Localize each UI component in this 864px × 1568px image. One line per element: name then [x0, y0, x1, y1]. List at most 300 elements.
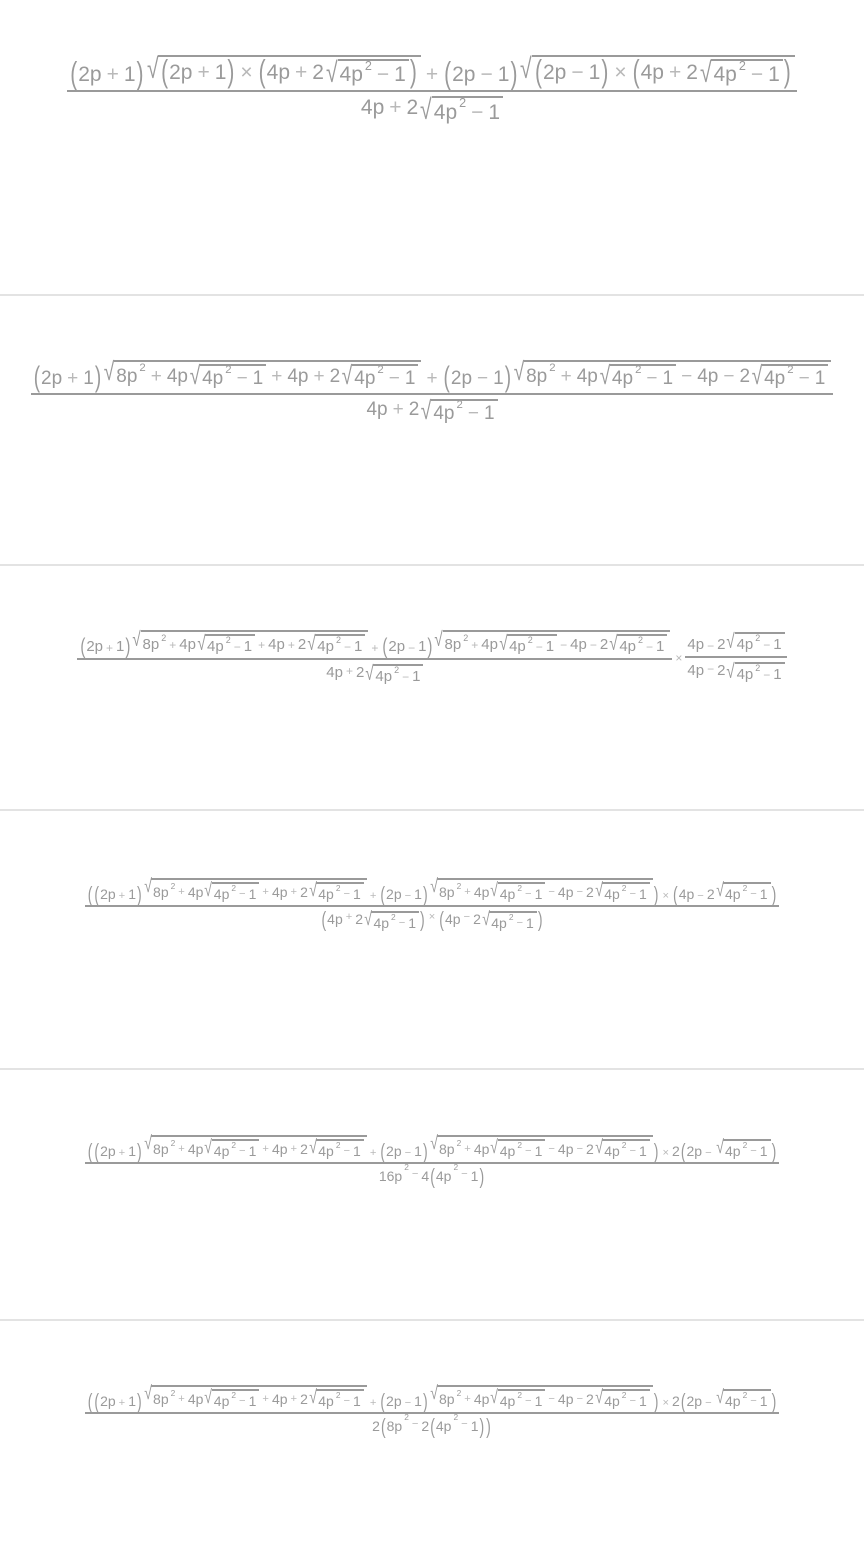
paren-close: ) [94, 362, 102, 394]
term: 4p [213, 1143, 230, 1159]
paren-close: ) [601, 55, 609, 90]
plus-sign: + [369, 1397, 377, 1409]
exponent: 2 [404, 1161, 409, 1172]
term: 1 [534, 1143, 543, 1159]
term: 1 [526, 915, 534, 931]
minus-sign: − [411, 1168, 419, 1180]
exponent: 2 [335, 882, 341, 893]
term: 4p [271, 884, 288, 900]
term: 16p [378, 1168, 403, 1184]
sqrt [324, 59, 409, 87]
term: 4p [444, 911, 461, 927]
term: 8p [439, 1141, 455, 1157]
term: 1 [639, 1393, 647, 1409]
term: 4p [604, 1143, 620, 1159]
term: 4p [473, 1141, 490, 1157]
paren-open: ( [680, 1389, 686, 1413]
step-1 [0, 55, 864, 125]
paren-close: ) [479, 1414, 485, 1438]
sqrt [364, 664, 423, 685]
radical-sign: √ [490, 1137, 499, 1158]
paren-open: ( [380, 1389, 386, 1413]
paren-open: ( [161, 55, 169, 90]
paren-open: ( [380, 882, 386, 906]
radical-sign: √ [726, 631, 736, 653]
plus-sign: + [369, 1147, 377, 1159]
exponent: 2 [170, 880, 176, 891]
paren-close: ) [136, 57, 144, 92]
radical-sign: √ [365, 663, 375, 685]
exponent: 2 [508, 911, 514, 922]
sqrt [308, 882, 364, 902]
term: 4p [435, 1418, 452, 1434]
radical-sign: √ [420, 94, 432, 127]
minus-sign: − [548, 1143, 555, 1155]
sqrt [433, 630, 670, 655]
minus-sign: − [525, 1145, 532, 1157]
plus-sign: + [271, 366, 283, 387]
radical-sign: √ [204, 1387, 213, 1408]
sqrt [143, 1385, 367, 1409]
term: 4p [481, 636, 498, 653]
term: 2p [452, 63, 476, 87]
term: 2 [586, 1141, 594, 1157]
term: 1 [470, 1418, 479, 1434]
exponent: 2 [231, 1139, 237, 1150]
radical-sign: √ [204, 1137, 213, 1158]
term: 4p [697, 366, 719, 387]
term: 4p [619, 638, 637, 655]
term: 8p [153, 1391, 169, 1407]
term: 1 [353, 1143, 361, 1159]
sqrt [725, 662, 784, 683]
sqrt [429, 878, 653, 902]
paren-open: ( [33, 362, 41, 394]
radical-sign: √ [434, 629, 444, 651]
term: 8p [153, 884, 169, 900]
exponent: 2 [517, 1139, 523, 1150]
radical-sign: √ [482, 909, 490, 930]
plus-sign: + [464, 886, 471, 898]
term: 4p [360, 96, 385, 120]
minus-sign: − [411, 1418, 419, 1430]
term: 2 [739, 366, 751, 387]
term: 2 [706, 886, 715, 902]
paren-close: ) [510, 57, 518, 92]
step-3 [0, 630, 864, 685]
term: 4p [678, 886, 695, 902]
plus-sign: + [371, 641, 379, 655]
paren-close: ) [771, 1389, 777, 1413]
minus-sign: − [467, 403, 479, 424]
radical-sign: √ [599, 362, 611, 390]
radical-sign: √ [715, 1387, 724, 1408]
sqrt [145, 53, 421, 90]
sqrt [203, 1389, 259, 1409]
term: 4p [166, 366, 188, 387]
term: 4p [499, 1143, 516, 1159]
term: 4p [724, 1393, 741, 1409]
times-sign: × [662, 890, 670, 902]
term: 2 [329, 366, 341, 387]
sqrt [188, 364, 266, 390]
sqrt [489, 1139, 545, 1159]
plus-sign: + [178, 886, 185, 898]
minus-sign: − [697, 890, 704, 902]
term: 8p [526, 366, 548, 387]
exponent: 2 [391, 911, 396, 922]
paren-open: ( [87, 882, 93, 906]
plus-sign: + [668, 61, 682, 85]
term: 2p [386, 1143, 402, 1159]
minus-sign: − [408, 641, 416, 655]
radical-sign: √ [609, 633, 618, 655]
minus-sign: − [480, 63, 493, 87]
minus-sign: − [629, 1395, 636, 1407]
term: 4p [491, 915, 507, 931]
term: 4p [207, 638, 224, 655]
plus-sign: + [369, 890, 377, 902]
step-3-denominator [324, 660, 425, 685]
paren-open: ( [87, 1389, 93, 1413]
plus-sign: + [425, 63, 439, 87]
step-4-fraction [85, 878, 780, 931]
paren-close: ) [653, 1389, 659, 1413]
sqrt [429, 1385, 653, 1409]
paren-open: ( [94, 882, 100, 906]
radical-sign: √ [309, 880, 317, 901]
step-5-denominator [377, 1161, 487, 1188]
term: 2 [672, 1143, 680, 1159]
step-2-fraction [31, 360, 834, 425]
term: 2p [686, 1143, 703, 1159]
term: 8p [153, 1141, 169, 1157]
step-6-denominator [370, 1411, 494, 1438]
plus-sign: + [295, 61, 308, 85]
plus-sign: + [290, 1143, 298, 1155]
term: 1 [759, 1143, 768, 1159]
term: 4 [421, 1168, 430, 1184]
exponent: 2 [742, 1389, 748, 1400]
radical-sign: √ [490, 1387, 499, 1408]
term: 1 [497, 63, 510, 87]
sqrt [518, 53, 794, 90]
term: 1 [214, 61, 227, 85]
term: 1 [412, 668, 421, 685]
minus-sign: − [646, 639, 654, 654]
paren-open: ( [444, 57, 452, 92]
term: 8p [142, 636, 160, 653]
paren-close: ) [771, 882, 777, 906]
radical-sign: √ [513, 358, 525, 386]
exponent: 2 [517, 1389, 523, 1400]
radical-sign: √ [715, 880, 724, 901]
term: 1 [414, 1393, 422, 1409]
paren-close: ) [227, 55, 235, 90]
sqrt [594, 882, 650, 902]
plus-sign: + [169, 637, 177, 652]
term: 4p [736, 666, 754, 683]
sqrt [340, 364, 418, 390]
term: 4p [318, 886, 334, 902]
divider [0, 1319, 864, 1321]
term: 2 [355, 911, 364, 927]
term: 1 [128, 1393, 136, 1409]
radical-sign: √ [726, 661, 736, 683]
radical-sign: √ [751, 362, 763, 390]
term: 1 [414, 886, 422, 902]
radical-sign: √ [204, 880, 213, 901]
paren-open: ( [94, 1389, 100, 1413]
radical-sign: √ [309, 1387, 317, 1408]
minus-sign: − [576, 1143, 584, 1155]
term: 4p [473, 884, 490, 900]
term: 4p [604, 886, 620, 902]
plus-sign: + [313, 366, 325, 387]
term: 4p [724, 886, 741, 902]
term: 1 [354, 638, 363, 655]
plus-sign: + [287, 637, 295, 652]
sqrt [363, 911, 419, 931]
exponent: 2 [225, 634, 231, 645]
term: 4p [435, 1168, 452, 1184]
minus-sign: − [723, 366, 735, 387]
term: 4p [213, 1393, 230, 1409]
plus-sign: + [426, 368, 438, 389]
term: 4p [339, 63, 363, 87]
minus-sign: − [471, 100, 484, 124]
plus-sign: + [118, 1397, 126, 1409]
plus-sign: + [262, 1393, 269, 1405]
term: 2p [386, 886, 402, 902]
minus-sign: − [239, 1395, 246, 1407]
exponent: 2 [170, 1387, 176, 1398]
sqrt [698, 59, 783, 87]
term: 4p [433, 403, 455, 424]
term: 8p [439, 884, 455, 900]
term: 1 [639, 1143, 647, 1159]
paren-close: ) [137, 1139, 142, 1163]
minus-sign: − [707, 639, 715, 653]
plus-sign: + [389, 96, 402, 120]
term: 1 [353, 1393, 361, 1409]
term: 1 [418, 638, 427, 655]
step-4 [0, 878, 864, 931]
paren-close: ) [420, 907, 425, 931]
plus-sign: + [197, 61, 210, 85]
paren-open: ( [430, 1414, 435, 1438]
sqrt [308, 1389, 364, 1409]
radical-sign: √ [132, 629, 142, 651]
term: 8p [444, 636, 462, 653]
term: 1 [252, 368, 264, 389]
term: 2p [686, 1393, 703, 1409]
step-5-fraction [85, 1133, 780, 1188]
step-3-fraction [77, 630, 672, 685]
sqrt [725, 632, 784, 653]
plus-sign: + [178, 1143, 185, 1155]
term: 1 [414, 1143, 422, 1159]
minus-sign: − [571, 61, 584, 85]
term: 1 [773, 636, 782, 653]
exponent: 2 [621, 882, 627, 893]
minus-sign: − [398, 917, 406, 929]
sqrt [715, 1139, 771, 1159]
paren-open: ( [258, 55, 266, 90]
step-1-numerator [67, 55, 797, 90]
minus-sign: − [576, 1393, 584, 1405]
term: 4p [687, 636, 705, 653]
term: 4p [576, 366, 598, 387]
sqrt [594, 1139, 650, 1159]
term: 1 [773, 666, 782, 683]
term: 4p [373, 915, 390, 931]
sqrt [418, 94, 503, 127]
paren-close: ) [486, 1414, 491, 1438]
term: 1 [404, 368, 416, 389]
paren-open: ( [382, 633, 388, 660]
term: 1 [639, 886, 647, 902]
sqrt [715, 1389, 771, 1409]
radical-sign: √ [595, 1387, 603, 1408]
plus-sign: + [464, 1393, 471, 1405]
step-4-denominator [318, 907, 545, 931]
plus-sign: + [262, 1143, 269, 1155]
minus-sign: − [681, 366, 693, 387]
minus-sign: − [461, 1168, 468, 1180]
term: 4p [724, 1143, 741, 1159]
step-5-numerator [85, 1135, 780, 1162]
term: 2 [297, 636, 307, 653]
exponent: 2 [335, 1139, 341, 1150]
plus-sign: + [392, 399, 404, 420]
term: 4p [473, 1391, 490, 1407]
step-3-product [77, 630, 786, 685]
plus-sign: + [290, 1393, 298, 1405]
plus-sign: + [258, 637, 266, 652]
exponent: 2 [364, 58, 372, 73]
step-1-fraction [67, 55, 797, 125]
paren-open: ( [443, 362, 450, 394]
step-5 [0, 1133, 864, 1188]
minus-sign: − [236, 368, 248, 389]
minus-sign: − [763, 637, 771, 652]
term: 4p [354, 368, 376, 389]
term: 1 [483, 403, 495, 424]
sqrt [131, 630, 368, 655]
term: 2 [586, 884, 594, 900]
sqrt [308, 1139, 364, 1159]
term: 4p [640, 61, 664, 85]
term: 4p [213, 886, 230, 902]
paren-open: ( [321, 907, 327, 931]
paren-close: ) [422, 882, 428, 906]
term: 1 [534, 1393, 543, 1409]
divider [0, 809, 864, 811]
minus-sign: − [344, 639, 352, 654]
minus-sign: − [750, 63, 764, 87]
paren-open: ( [632, 55, 640, 90]
term: 4p [764, 368, 786, 389]
term: 2p [41, 368, 63, 389]
minus-sign: − [705, 1147, 712, 1159]
minus-sign: − [463, 911, 471, 923]
sqrt [489, 882, 545, 902]
minus-sign: − [402, 669, 410, 684]
term: 1 [814, 368, 826, 389]
term: 4p [611, 368, 634, 389]
paren-open: ( [535, 55, 542, 90]
term: 1 [534, 886, 543, 902]
term: 2p [388, 638, 406, 655]
term: 2 [717, 636, 726, 653]
minus-sign: − [343, 1395, 351, 1407]
exponent: 2 [459, 96, 467, 111]
minus-sign: − [525, 888, 532, 900]
minus-sign: − [548, 1393, 555, 1405]
radical-sign: √ [189, 362, 201, 390]
paren-open: ( [380, 1139, 386, 1163]
paren-open: ( [87, 1139, 93, 1163]
term: 4p [604, 1393, 620, 1409]
term: 4p [271, 1141, 288, 1157]
plus-sign: + [106, 641, 114, 655]
term: 1 [759, 1393, 768, 1409]
radical-sign: √ [499, 633, 508, 655]
term: 4p [318, 1393, 334, 1409]
term: 2 [421, 1418, 430, 1434]
paren-close: ) [653, 1139, 659, 1163]
minus-sign: − [646, 368, 658, 389]
paren-close: ) [409, 55, 417, 90]
times-sign: × [675, 650, 683, 665]
minus-sign: − [576, 886, 584, 898]
term: 2 [355, 664, 365, 681]
radical-sign: √ [197, 633, 206, 655]
exponent: 2 [621, 1139, 627, 1150]
step-6-numerator [85, 1385, 780, 1412]
term: 4p [187, 1391, 204, 1407]
term: 2p [100, 886, 116, 902]
term: 4p [557, 1141, 574, 1157]
exponent: 2 [335, 1389, 341, 1400]
divider [0, 1068, 864, 1070]
minus-sign: − [798, 368, 810, 389]
exponent: 2 [517, 882, 523, 893]
paren-open: ( [380, 1414, 386, 1438]
term: 4p [366, 399, 388, 420]
minus-sign: − [404, 1147, 412, 1159]
radical-sign: √ [364, 909, 373, 930]
exponent: 2 [787, 364, 794, 377]
conjugate-numerator [685, 632, 786, 656]
minus-sign: − [763, 667, 771, 682]
term: 4p [433, 100, 458, 124]
radical-sign: √ [429, 1133, 438, 1154]
sqrt [143, 878, 367, 902]
sqrt [489, 1389, 545, 1409]
divider [0, 564, 864, 566]
step-2-numerator [31, 360, 834, 393]
term: 2p [100, 1393, 116, 1409]
exponent: 2 [231, 1389, 237, 1400]
plus-sign: + [178, 1393, 185, 1405]
paren-close: ) [537, 907, 543, 931]
term: 2 [672, 1393, 680, 1409]
radical-sign: √ [715, 1137, 724, 1158]
term: 2 [300, 1141, 308, 1157]
sqrt [715, 882, 771, 902]
